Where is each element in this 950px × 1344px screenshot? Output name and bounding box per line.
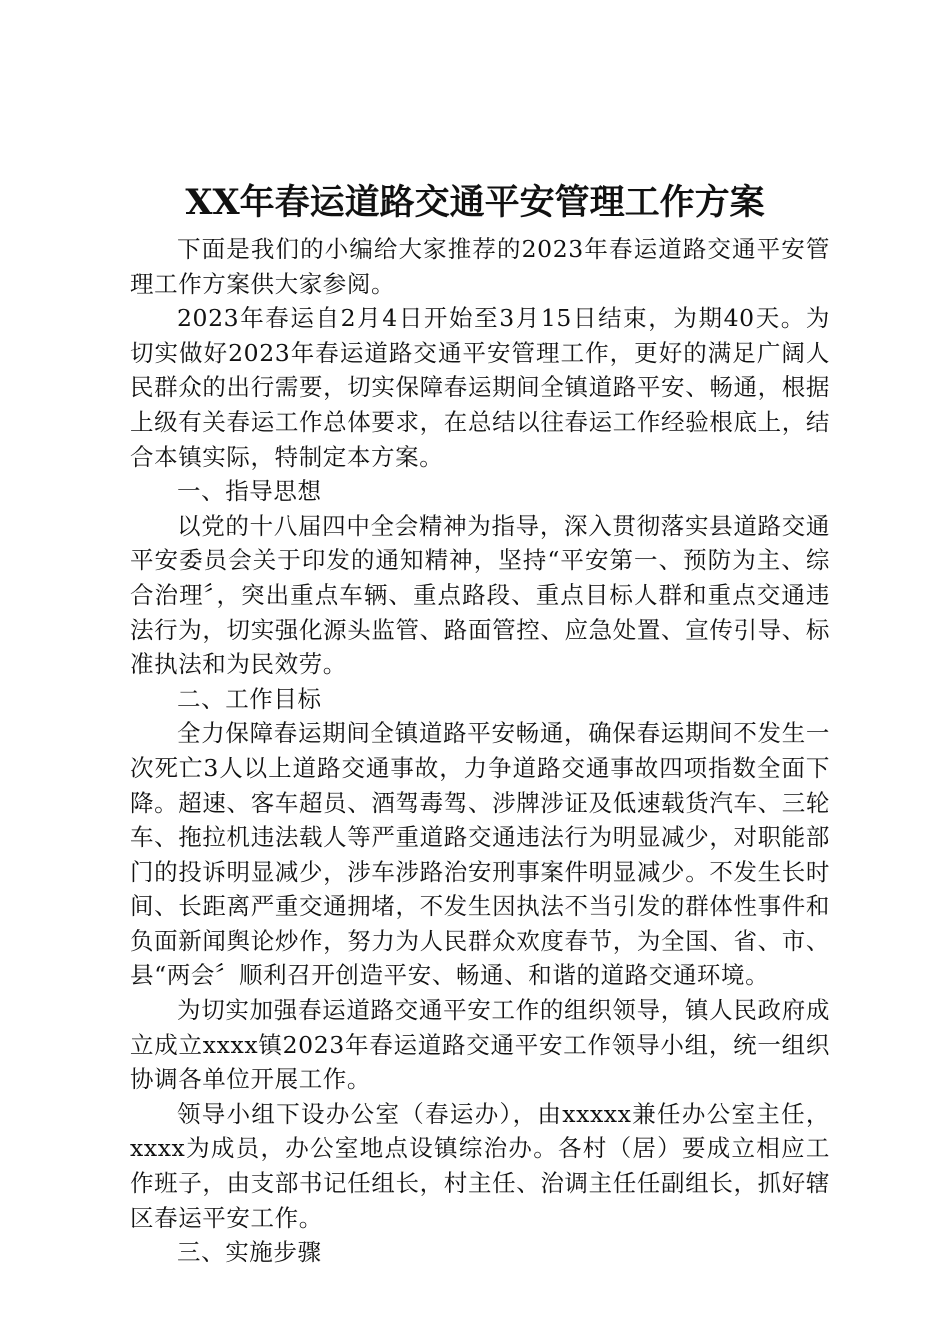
document-body bbox=[130, 232, 830, 1270]
paragraph-office: 领导小组下设办公室（春运办），由xxxxx兼任办公室主任，xxxx为成员，办公室地点设镇综治办。各村（居）要成立相应工作班子，由支部书记任组长，村主任、治调主任任副组长，抓好辖区春运平安工作。 bbox=[130, 1099, 830, 1232]
paragraph-guiding-ideology: 以党的十八届四中全会精神为指导，深入贯彻落实县道路交通平安委员会关于印发的通知精神，坚持“平安第一、预防为主、综合治理〞，突出重点车辆、重点路段、重点目标人群和重点交通违法行为，切实强化源头监管、路面管控、应急处置、宣传引导、标准执法和为民效劳。 bbox=[130, 511, 830, 679]
paragraph-work-goals: 全力保障春运期间全镇道路平安畅通，确保春运期间不发生一次死亡3人以上道路交通事故，力争道路交通事故四项指数全面下降。超速、客车超员、酒驾毒驾、涉牌涉证及低速载货汽车、三轮车、拖拉机违法载人等严重道路交通违法行为明显减少，对职能部门的投诉明显减少，涉车涉路治安刑事案件明显减少。不发生长时间、长距离严重交通拥堵，不发生因执法不当引发的群体性事件和负面新闻舆论炒作，努力为人民群众欢度春节，为全国、省、市、县“两会〞顺利召开创造平安、畅通、和谐的道路交通环境。 bbox=[130, 719, 830, 990]
paragraph-overview: 2023年春运自2月4日开始至3月15日结束，为期40天。为切实做好2023年春运道路交通平安管理工作，更好的满足广阔人民群众的出行需要，切实保障春运期间全镇道路平安、畅通，根据上级有关春运工作总体要求，在总结以往春运工作经验根底上，结合本镇实际，特制定本方案。 bbox=[130, 304, 830, 471]
paragraph-intro: 下面是我们的小编给大家推荐的2023年春运道路交通平安管理工作方案供大家参阅。 bbox=[130, 235, 830, 298]
section-heading-guiding-ideology: 一、指导思想 bbox=[177, 477, 322, 506]
paragraph-leadership-group: 为切实加强春运道路交通平安工作的组织领导，镇人民政府成立成立xxxx镇2023年春运道路交通平安工作领导小组，统一组织协调各单位开展工作。 bbox=[130, 996, 830, 1094]
section-heading-work-goals: 二、工作目标 bbox=[177, 684, 322, 713]
document-title: XX年春运道路交通平安管理工作方案 bbox=[185, 182, 765, 223]
section-heading-implementation-steps: 三、实施步骤 bbox=[177, 1238, 322, 1267]
